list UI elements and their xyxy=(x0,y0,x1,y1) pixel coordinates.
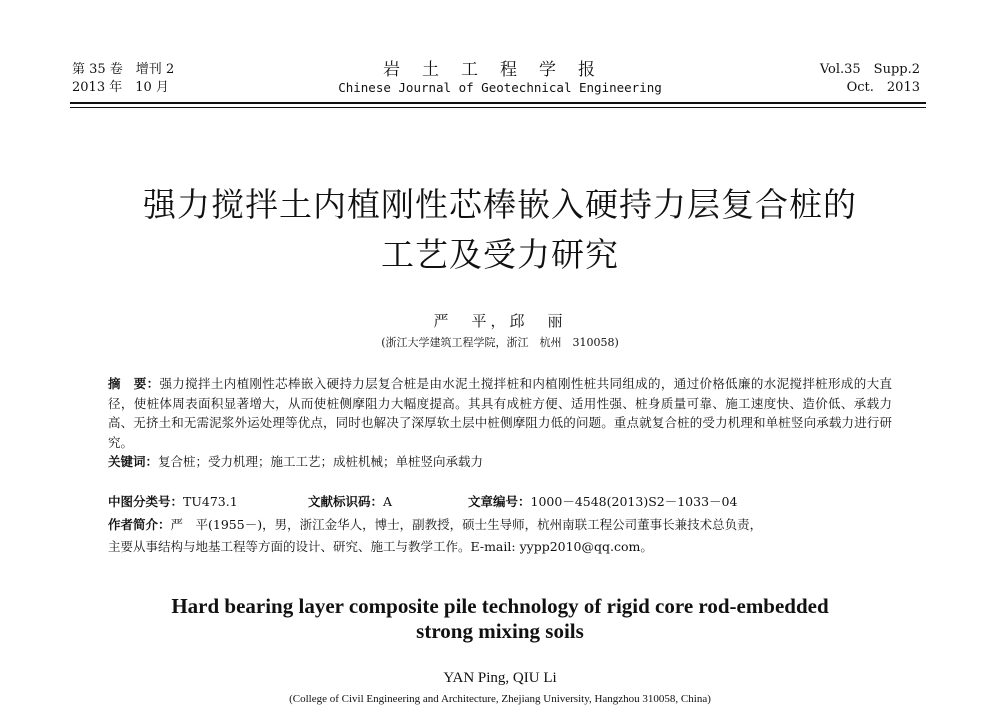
clc-value: TU473.1 xyxy=(183,494,238,509)
abstract-label: 摘 要： xyxy=(108,376,160,391)
date-en: Oct. 2013 xyxy=(846,80,920,95)
authors-cn: 严 平，邱 丽 xyxy=(433,312,567,330)
authors-en: YAN Ping, QIU Li xyxy=(443,670,557,686)
affiliation-cn: (浙江大学建筑工程学院，浙江 杭州 310058) xyxy=(381,336,619,349)
paper-title-cn xyxy=(0,180,1000,280)
doc-value: A xyxy=(383,494,393,509)
abstract-text: 强力搅拌土内植刚性芯棒嵌入硬持力层复合桩是由水泥土搅拌桩和内植刚性桩共同组成的，通过价格低廉的水泥搅拌桩形成的大直径，使桩体周表面积显著增大，从而使桩侧摩阻力大幅度提高。其具有成桩方便、适用性强、桩身质量可靠、施工速度快、造价低、承载力高、无挤土和无需泥浆外运处理等优点，同时也解决了深厚软土层中桩侧摩阻力低的问题。重点就复合桩的受力机理和单桩竖向承载力进行研究。 xyxy=(108,376,892,450)
title-cn-line1: 强力搅拌土内植刚性芯棒嵌入硬持力层复合桩的 xyxy=(143,185,857,224)
title-en-line2: strong mixing soils xyxy=(416,619,584,643)
bio-label: 作者简介： xyxy=(108,517,171,532)
clc-number xyxy=(108,492,238,510)
bio-line1 xyxy=(108,514,892,536)
doc-label: 文献标识码： xyxy=(308,494,384,509)
article-value: 1000－4548(2013)S2－1033－04 xyxy=(530,494,738,509)
header-rule-thick xyxy=(70,102,926,104)
abstract-section xyxy=(108,374,892,472)
paper-title-en xyxy=(0,594,1000,644)
keywords-label: 关键词： xyxy=(108,454,159,469)
affiliation-en: (College of Civil Engineering and Architecture, Zhejiang University, Hangzhou 310058, China) xyxy=(289,693,711,705)
header-rule-thin xyxy=(70,107,926,108)
abstract xyxy=(108,374,892,452)
author-bio xyxy=(108,514,892,558)
title-en-line1: Hard bearing layer composite pile technology of rigid core rod-embedded xyxy=(171,594,829,618)
volume-en: Vol.35 Supp.2 xyxy=(819,62,920,77)
journal-name-cn: 岩土工程学报 xyxy=(383,60,617,80)
volume-cn: 第 35 卷 增刊 2 xyxy=(72,62,175,77)
keywords xyxy=(108,452,892,472)
clc-label: 中图分类号： xyxy=(108,494,184,509)
keywords-text: 复合桩；受力机理；施工工艺；成桩机械；单桩竖向承载力 xyxy=(158,454,484,469)
article-number xyxy=(468,492,737,510)
journal-name-en: Chinese Journal of Geotechnical Engineering xyxy=(338,80,662,95)
bio-line2: 主要从事结构与地基工程等方面的设计、研究、施工与教学工作。E-mail: yypp2010@qq.com。 xyxy=(108,539,653,554)
date-cn: 2013 年 10 月 xyxy=(72,80,169,95)
bio-text1: 严 平(1955－)，男，浙江金华人，博士，副教授，硕士生导师，杭州南联工程公司董事长兼技术总负责， xyxy=(170,517,763,532)
title-cn-line2: 工艺及受力研究 xyxy=(381,235,619,274)
document-code xyxy=(308,492,392,510)
article-label: 文章编号： xyxy=(468,494,531,509)
